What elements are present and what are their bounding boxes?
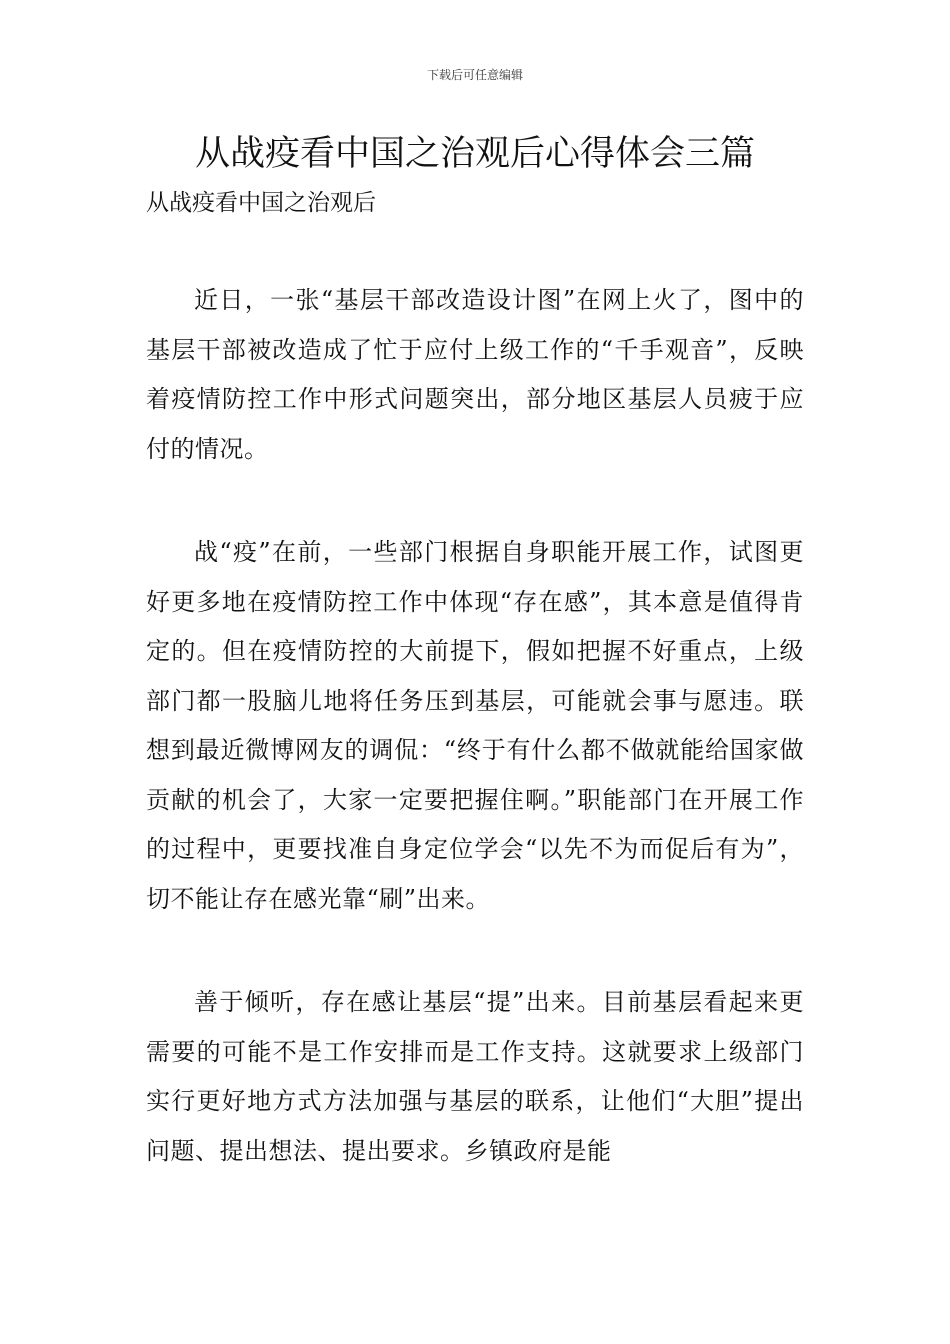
paragraph-1: 近日，一张“基层干部改造设计图”在网上火了，图中的基层干部被改造成了忙于应付上级工作的“千手观音”，反映着疫情防控工作中形式问题突出，部分地区基层人员疲于应付的情况。 (146, 286, 804, 463)
paragraph-2: 战“疫”在前，一些部门根据自身职能开展工作，试图更好更多地在疫情防控工作中体现“存在感”，其本意是值得肯定的。但在疫情防控的大前提下，假如把握不好重点，上级部门都一股脑儿地将任务压到基层，可能就会事与愿违。联想到最近微博网友的调侃：“终于有什么都不做就能给国家做贡献的机会了，大家一定要把握住啊。”职能部门在开展工作的过程中，更要找准自身定位学会“以先不为而促后有为”，切不能让存在感光靠“刷”出来。 (146, 538, 804, 913)
document-body (146, 276, 804, 1230)
header-note: 下载后可任意编辑 (426, 68, 523, 82)
document-title: 从战疫看中国之治观后心得体会三篇 (194, 134, 755, 174)
document-subtitle: 从战疫看中国之治观后 (146, 190, 376, 216)
paragraph-3: 善于倾听，存在感让基层“提”出来。目前基层看起来更需要的可能不是工作安排而是工作支持。这就要求上级部门实行更好地方式方法加强与基层的联系，让他们“大胆”提出问题、提出想法、提出要求。乡镇政府是能 (146, 988, 804, 1165)
